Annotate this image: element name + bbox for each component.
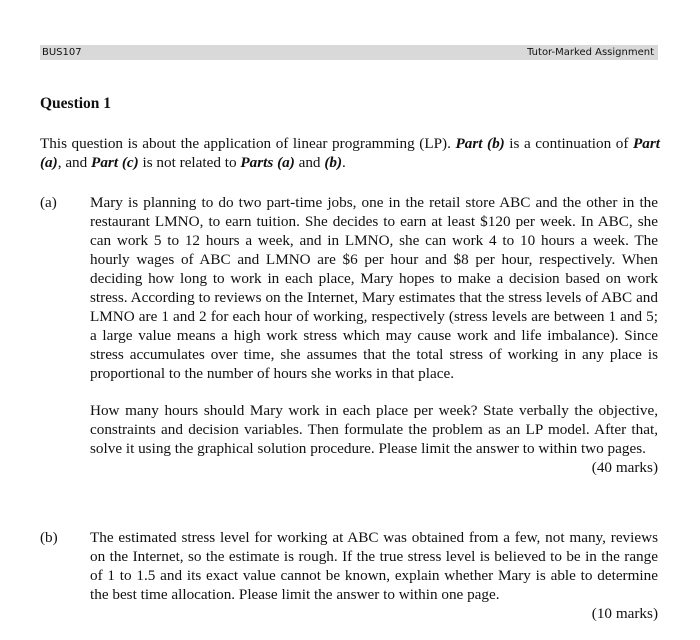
part-a-paragraph-1: Mary is planning to do two part-time jobs, one in the retail store ABC and the other in the restaurant LMNO, to earn tuition. She decides to earn at least $120 per week. In ABC, she can work 5 to 12 hours a week, and in LMNO, she can work 4 to 10 hours a week. The hourly wages of ABC and LMNO are $6 per hour and $8 per hour, respectively. When deciding how long to work in each place, Mary hopes to make a decision based on work stress. According to reviews on the Internet, Mary estimates that the stress levels of ABC and LMNO are 1 and 2 for each hour of working, respectively (stress levels are between 1 and 5; a large value means a high work stress which may cause work and life imbalance). Since stress accumulates over time, she assumes that the total stress of working in any place is proportional to the number of hours she works in that place. <box>90 194 658 382</box>
part-b-label: (b) <box>40 529 58 546</box>
intro-text-5: and <box>294 154 325 171</box>
intro-ref-part-a: Part (a) <box>40 135 660 171</box>
question-title: Question 1 <box>40 95 112 112</box>
part-a-marks: (40 marks) <box>591 459 658 476</box>
intro-ref-parts-a: Parts (a) <box>240 154 295 171</box>
intro-text-1: This question is about the application of linear programming (LP). <box>40 135 456 152</box>
part-a-paragraph-2: How many hours should Mary work in each place per week? State verbally the objective, constraints and decision variables. Then formulate the problem as an LP model. After that, solve it using the graphical solution procedure. Please limit the answer to within two pages. <box>90 402 658 457</box>
part-a-label: (a) <box>40 194 57 211</box>
part-b-marks: (10 marks) <box>591 605 658 622</box>
intro-text-2: is a continuation of <box>504 135 633 152</box>
intro-ref-b: (b) <box>324 154 343 171</box>
document-type: Tutor-Marked Assignment <box>527 47 654 58</box>
course-code: BUS107 <box>42 47 82 58</box>
question-intro <box>40 134 660 172</box>
intro-text-4: is not related to <box>138 154 241 171</box>
intro-ref-part-b: Part (b) <box>455 135 505 152</box>
part-b-body <box>90 528 658 623</box>
intro-ref-part-c: Part (c) <box>91 154 139 171</box>
intro-text-6: . <box>342 154 346 171</box>
page-header-bar <box>40 45 658 60</box>
part-a-body <box>90 193 658 477</box>
part-b-paragraph-1: The estimated stress level for working at ABC was obtained from a few, not many, reviews on the Internet, so the estimate is rough. If the true stress level is believed to be in the range of 1 to 1.5 and its exact value cannot be known, explain whether Mary is able to determine the best time allocation. Please limit the answer to within one page. <box>90 529 658 603</box>
paragraph-spacer <box>90 383 658 401</box>
intro-text-3: , and <box>57 154 92 171</box>
